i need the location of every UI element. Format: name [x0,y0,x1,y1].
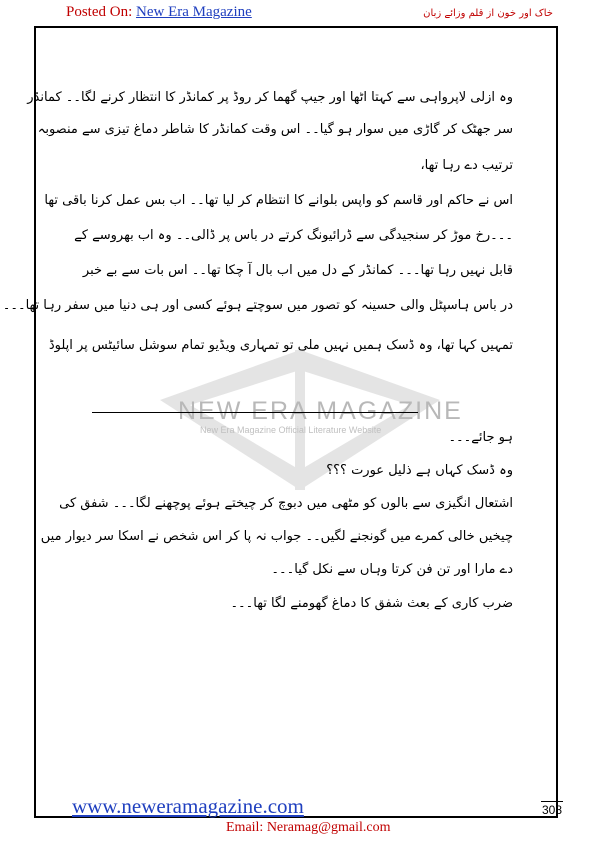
body-line: اشتعال انگیزی سے بالوں کو مٹھی میں دبوچ کر چیختے ہوئے پوچھنے لگا۔۔۔ شفق کی [59,496,513,511]
body-line: در باس ہاسپٹل والی حسینہ کو تصور میں سوچتے ہوئے کسی اور ہی دنیا میں سفر رہا تھا۔۔۔ [2,298,513,313]
magazine-link[interactable]: New Era Magazine [136,4,252,20]
page-number: 308 [541,803,563,817]
watermark-subtext: New Era Magazine Official Literature Website [200,425,382,435]
body-line: چیخیں خالی کمرے میں گونجنے لگیں۔۔ جواب نہ پا کر اس شخص نے اسکا سر دیوار میں [40,529,513,544]
series-title: خاک اور خون از قلم وزائے زبان [423,8,553,19]
website-link[interactable]: www.neweramagazine.com [72,794,304,818]
body-line: وہ ازلی لاپرواہی سے کہتا اٹھا اور جیپ گھما کر روڈ پر کمانڈر کا انتظار کرنے لگا۔۔ کمانڈر [27,90,513,105]
body-line: ۔۔۔رخ موڑ کر سنجیدگی سے ڈرائیونگ کرتے در باس پر ڈالی۔۔ وہ اب بھروسے کے [74,228,513,243]
watermark-text: NEW ERA MAGAZINE [178,397,463,425]
body-line: ترتیب دے رہا تھا، [420,158,513,173]
body-line: سر جھٹک کر گاڑی میں سوار ہو گیا۔۔ اس وقت کمانڈر کا شاطر دماغ تیزی سے منصوبہ [37,122,513,137]
body-line: قابل نہیں رہا تھا۔۔۔ کمانڈر کے دل میں اب بال آ چکا تھا۔۔ اس بات سے بے خبر [82,263,513,278]
posted-on-label: Posted On: [66,4,137,20]
body-line: اس نے حاکم اور قاسم کو واپس بلوانے کا انتظام کر لیا تھا۔۔ اب بس عمل کرنا باقی تھا [44,193,513,208]
body-line: ضرب کاری کے بعث شفق کا دماغ گھومنے لگا تھا۔۔۔ [230,596,513,611]
body-line: تمہیں کہا تھا، وہ ڈسک ہمیں نہیں ملی تو تمہاری ویڈیو تمام سوشل سائیٹس پر اپلوڈ [48,338,513,353]
body-line: وہ ڈسک کہاں ہے ذلیل عورت ؟؟؟ [326,463,513,478]
posted-on-header [66,4,252,21]
body-line: ہو جائے۔۔۔ [448,430,513,445]
email-contact: Email: Neramag@gmail.com [226,820,391,835]
body-line: دے مارا اور تن فن کرتا وہاں سے نکل گیا۔۔۔ [271,562,513,577]
section-divider [92,412,418,413]
